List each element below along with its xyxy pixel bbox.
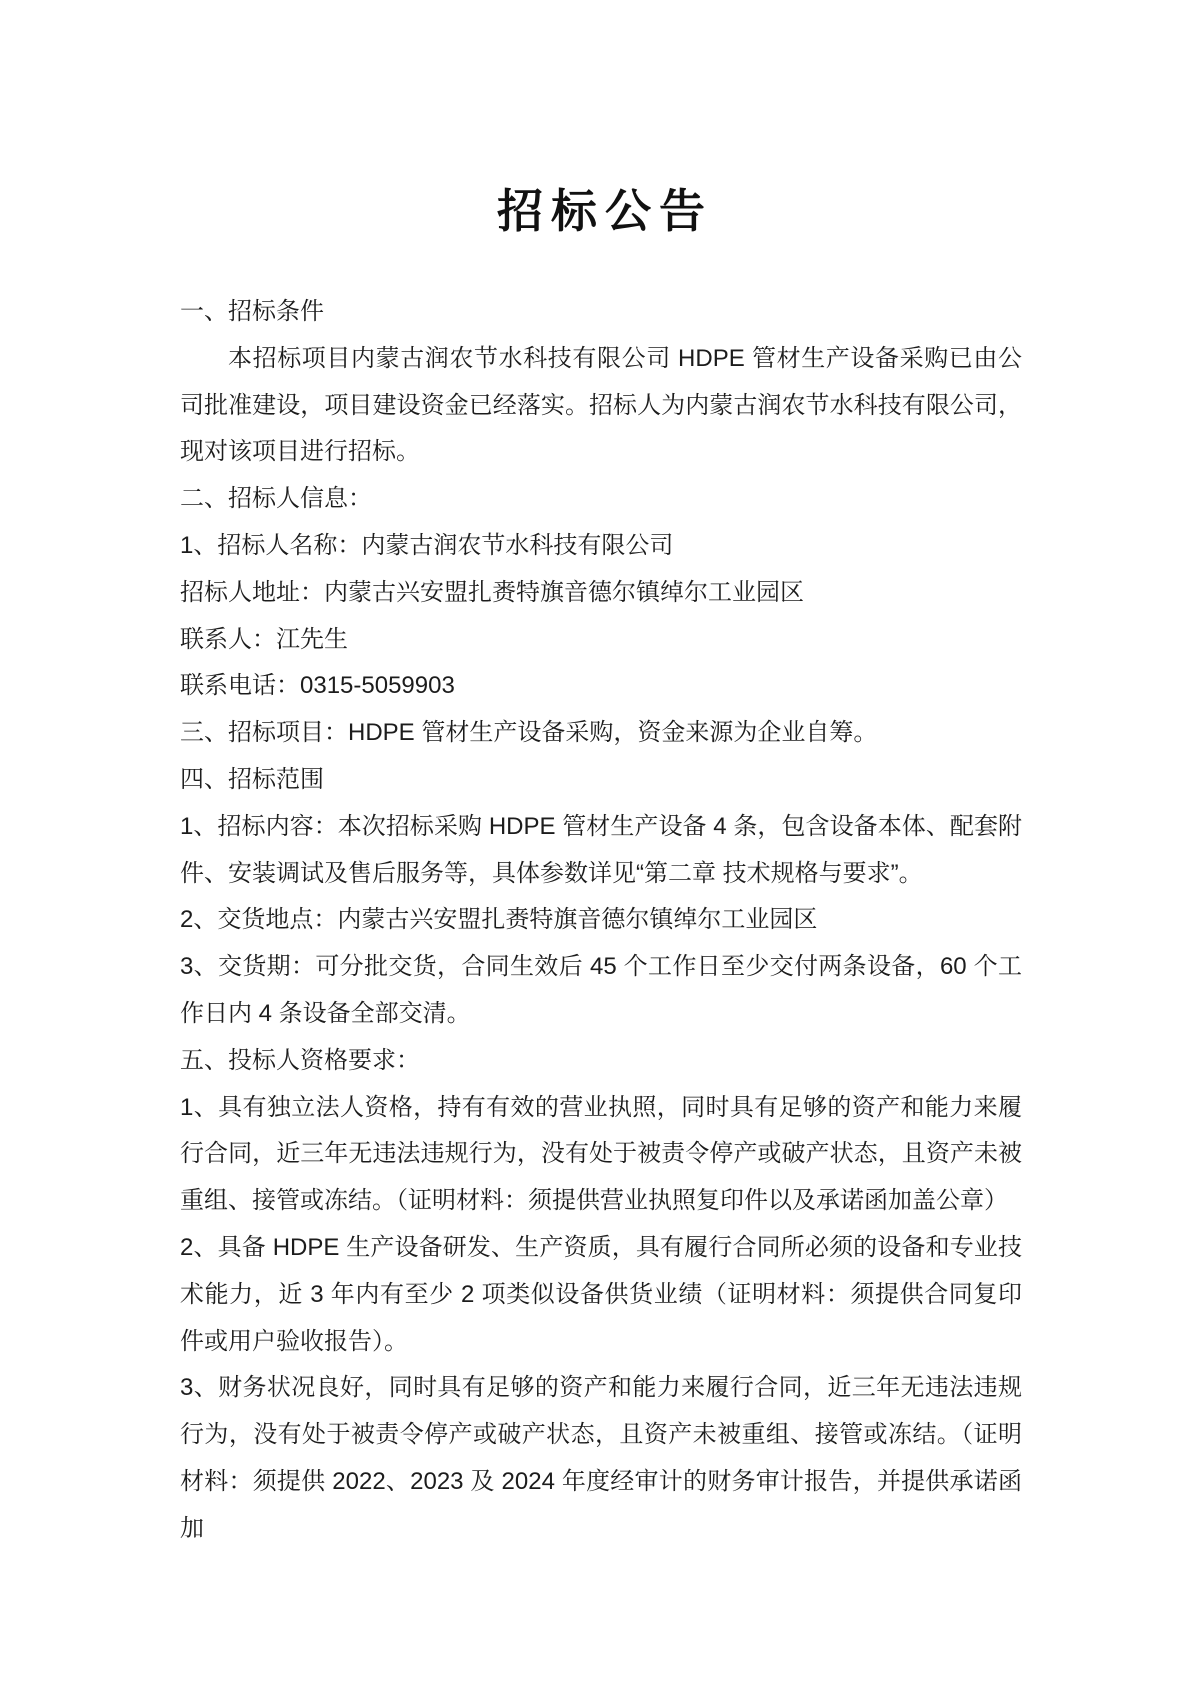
contact-phone: 联系电话：0315-5059903 xyxy=(180,672,455,700)
section-1-heading: 一、招标条件 xyxy=(180,298,324,325)
contact-person: 联系人：江先生 xyxy=(180,625,348,653)
tenderer-address: 招标人地址：内蒙古兴安盟扎赉特旗音德尔镇绰尔工业园区 xyxy=(180,578,804,606)
tenderer-name: 1、招标人名称：内蒙古润农节水科技有限公司 xyxy=(180,531,674,559)
section-2-heading: 二、招标人信息： xyxy=(180,485,372,513)
document-title: 招标公告 xyxy=(497,185,713,237)
section-1-body: 本招标项目内蒙古润农节水科技有限公司 HDPE 管材生产设备采购已由公司批准建设，项目建设资金已经落实。招标人为内蒙古润农节水科技有限公司，现对该项目进行招标。 xyxy=(180,344,1022,466)
scope-item-1: 1、招标内容：本次招标采购 HDPE 管材生产设备 4 条，包含设备本体、配套附件、安装调试及售后服务等，具体参数详见“第二章 技术规格与要求”。 xyxy=(180,812,1022,887)
scope-item-3: 3、交货期：可分批交货，合同生效后 45 个工作日至少交付两条设备，60 个工作日内 4 条设备全部交清。 xyxy=(180,953,1022,1027)
qualification-item-1: 1、具有独立法人资格，持有有效的营业执照，同时具有足够的资产和能力来履行合同，近三年无违法违规行为，没有处于被责令停产或破产状态，且资产未被重组、接管或冻结。（证明材料：须提供营业执照复印件以及承诺函加盖公章） xyxy=(180,1093,1022,1215)
section-4-heading: 四、招标范围 xyxy=(180,765,324,793)
qualification-item-3: 3、财务状况良好，同时具有足够的资产和能力来履行合同，近三年无违法违规行为，没有处于被责令停产或破产状态，且资产未被重组、接管或冻结。（证明材料：须提供 2022、2023 及 2024 年度经审计的财务审计报告，并提供承诺函加 xyxy=(180,1374,1022,1542)
document-content xyxy=(180,185,1022,1553)
scope-item-2: 2、交货地点：内蒙古兴安盟扎赉特旗音德尔镇绰尔工业园区 xyxy=(180,906,818,934)
section-3-heading: 三、招标项目：HDPE 管材生产设备采购，资金来源为企业自筹。 xyxy=(180,719,878,747)
qualification-item-2: 2、具备 HDPE 生产设备研发、生产资质，具有履行合同所必须的设备和专业技术能力，近 3 年内有至少 2 项类似设备供货业绩（证明材料：须提供合同复印件或用户验收报告）。 xyxy=(180,1233,1022,1355)
section-5-heading: 五、投标人资格要求： xyxy=(180,1046,420,1074)
